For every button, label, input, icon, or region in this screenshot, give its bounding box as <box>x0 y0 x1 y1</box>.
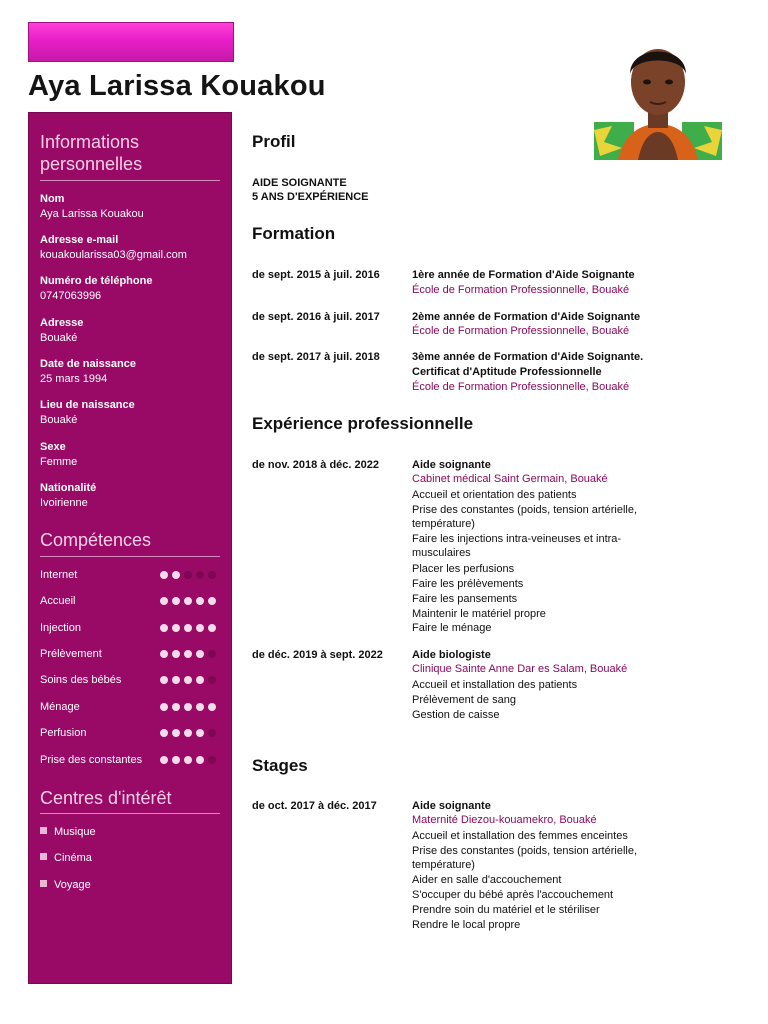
task-line: température) <box>412 518 475 530</box>
task-line: Aider en salle d'accouchement <box>412 874 562 886</box>
rating-dot-filled <box>184 676 192 684</box>
task-line: musculaires <box>412 547 471 559</box>
profile-photo <box>594 30 722 160</box>
info-value: Aya Larissa Kouakou <box>40 208 144 220</box>
profile-role: AIDE SOIGNANTE <box>252 177 347 189</box>
profile-heading: Profil <box>252 132 296 151</box>
interest-item: Voyage <box>40 879 91 891</box>
rating-dot-empty <box>208 571 216 579</box>
skill-name: Injection <box>40 622 81 634</box>
task-line: Accueil et orientation des patients <box>412 489 577 501</box>
entry-organization: École de Formation Professionnelle, Bouaké <box>412 284 630 296</box>
rating-dot-filled <box>160 703 168 711</box>
rating-dot-filled <box>196 703 204 711</box>
info-label: Numéro de téléphone <box>40 275 153 287</box>
rating-dot-filled <box>160 597 168 605</box>
skill-name: Prélèvement <box>40 648 102 660</box>
rating-dot-filled <box>172 703 180 711</box>
entry-organization: Maternité Diezou-kouamekro, Bouaké <box>412 814 597 826</box>
info-value: Bouaké <box>40 414 78 426</box>
entry-title: Certificat d'Aptitude Professionnelle <box>412 366 602 378</box>
info-label: Nom <box>40 193 65 205</box>
rating-dot-empty <box>208 729 216 737</box>
info-label: Nationalité <box>40 482 97 494</box>
rating-dot-filled <box>208 624 216 632</box>
info-value: 25 mars 1994 <box>40 373 108 385</box>
candidate-name: Aya Larissa Kouakou <box>28 70 326 102</box>
rating-dot-filled <box>196 650 204 658</box>
entry-title: 3ème année de Formation d'Aide Soignante. <box>412 351 644 363</box>
entry-organization: École de Formation Professionnelle, Bouaké <box>412 381 630 393</box>
experience-heading: Expérience professionnelle <box>252 414 474 433</box>
task-line: température) <box>412 859 475 871</box>
interests-heading: Centres d'intérêt <box>40 788 172 808</box>
skill-name: Accueil <box>40 595 76 607</box>
rating-dot-filled <box>184 597 192 605</box>
task-line: Placer les perfusions <box>412 563 515 575</box>
info-value: Femme <box>40 456 78 468</box>
task-line: Accueil et installation des femmes enceintes <box>412 830 628 842</box>
entry-date: de sept. 2017 à juil. 2018 <box>252 351 380 363</box>
rating-dot-filled <box>196 597 204 605</box>
task-line: Faire les prélèvements <box>412 578 524 590</box>
entry-date: de nov. 2018 à déc. 2022 <box>252 459 379 471</box>
info-value: 0747063996 <box>40 290 102 302</box>
entry-organization: École de Formation Professionnelle, Bouaké <box>412 325 630 337</box>
header-banner <box>28 22 234 62</box>
skill-name: Internet <box>40 569 78 581</box>
task-line: Gestion de caisse <box>412 709 500 721</box>
task-line: S'occuper du bébé après l'accouchement <box>412 889 614 901</box>
rating-dot-filled <box>172 729 180 737</box>
rating-dot-filled <box>184 756 192 764</box>
info-label: Adresse e-mail <box>40 234 119 246</box>
rating-dot-filled <box>160 650 168 658</box>
task-line: Faire le ménage <box>412 622 492 634</box>
rating-dot-filled <box>172 571 180 579</box>
skill-name: Soins des bébés <box>40 674 122 686</box>
stages-heading: Stages <box>252 756 308 775</box>
rating-dot-filled <box>160 729 168 737</box>
rating-dot-filled <box>160 624 168 632</box>
task-line: Maintenir le matériel propre <box>412 608 546 620</box>
info-label: Adresse <box>40 317 84 329</box>
rating-dot-filled <box>196 729 204 737</box>
rating-dot-filled <box>184 650 192 658</box>
entry-organization: Clinique Sainte Anne Dar es Salam, Bouaké <box>412 663 628 675</box>
task-line: Accueil et installation des patients <box>412 679 578 691</box>
rating-dot-empty <box>208 650 216 658</box>
info-value: Ivoirienne <box>40 497 88 509</box>
entry-title: Aide soignante <box>412 459 491 471</box>
rating-dot-filled <box>172 650 180 658</box>
rating-dot-filled <box>160 676 168 684</box>
bullet-square-icon <box>40 880 47 887</box>
task-line: Rendre le local propre <box>412 919 521 931</box>
rating-dot-filled <box>172 624 180 632</box>
rating-dot-filled <box>172 597 180 605</box>
entry-organization: Cabinet médical Saint Germain, Bouaké <box>412 473 608 485</box>
rating-dot-filled <box>184 624 192 632</box>
task-line: Prélèvement de sang <box>412 694 516 706</box>
task-line: Prise des constantes (poids, tension artérielle, <box>412 845 638 857</box>
rating-dot-filled <box>196 676 204 684</box>
entry-date: de sept. 2015 à juil. 2016 <box>252 269 380 281</box>
rating-dot-filled <box>160 756 168 764</box>
skill-name: Perfusion <box>40 727 87 739</box>
info-value: Bouaké <box>40 332 78 344</box>
rating-dot-filled <box>160 571 168 579</box>
entry-title: Aide soignante <box>412 800 491 812</box>
skills-heading: Compétences <box>40 530 152 550</box>
divider <box>40 813 220 814</box>
rating-dot-filled <box>172 676 180 684</box>
task-line: Faire les injections intra-veineuses et intra- <box>412 533 622 545</box>
entry-date: de déc. 2019 à sept. 2022 <box>252 649 383 661</box>
rating-dot-empty <box>196 571 204 579</box>
skill-name: Ménage <box>40 701 80 713</box>
entry-date: de sept. 2016 à juil. 2017 <box>252 311 380 323</box>
divider <box>40 556 220 557</box>
entry-date: de oct. 2017 à déc. 2017 <box>252 800 377 812</box>
task-line: Faire les pansements <box>412 593 518 605</box>
entry-title: 1ère année de Formation d'Aide Soignante <box>412 269 635 281</box>
info-value: kouakoularissa03@gmail.com <box>40 249 187 261</box>
rating-dot-filled <box>196 756 204 764</box>
profile-experience: 5 ANS D'EXPÉRIENCE <box>252 191 369 203</box>
formation-heading: Formation <box>252 224 336 243</box>
info-label: Date de naissance <box>40 358 136 370</box>
rating-dot-filled <box>184 729 192 737</box>
info-label: Lieu de naissance <box>40 399 135 411</box>
rating-dot-empty <box>184 571 192 579</box>
entry-title: Aide biologiste <box>412 649 491 661</box>
divider <box>40 180 220 181</box>
rating-dot-filled <box>208 597 216 605</box>
interest-item: Cinéma <box>40 852 92 864</box>
portrait-image <box>594 30 722 160</box>
bullet-square-icon <box>40 853 47 860</box>
personal-info-heading: Informations personnelles <box>40 132 143 174</box>
info-label: Sexe <box>40 441 66 453</box>
interest-item: Musique <box>40 826 96 838</box>
bullet-square-icon <box>40 827 47 834</box>
entry-title: 2ème année de Formation d'Aide Soignante <box>412 311 641 323</box>
rating-dot-filled <box>184 703 192 711</box>
rating-dot-filled <box>208 703 216 711</box>
task-line: Prendre soin du matériel et le stériliser <box>412 904 600 916</box>
rating-dot-filled <box>196 624 204 632</box>
rating-dot-empty <box>208 756 216 764</box>
sidebar <box>28 112 232 984</box>
skill-name: Prise des constantes <box>40 754 143 766</box>
rating-dot-empty <box>208 676 216 684</box>
rating-dot-filled <box>172 756 180 764</box>
task-line: Prise des constantes (poids, tension artérielle, <box>412 504 638 516</box>
